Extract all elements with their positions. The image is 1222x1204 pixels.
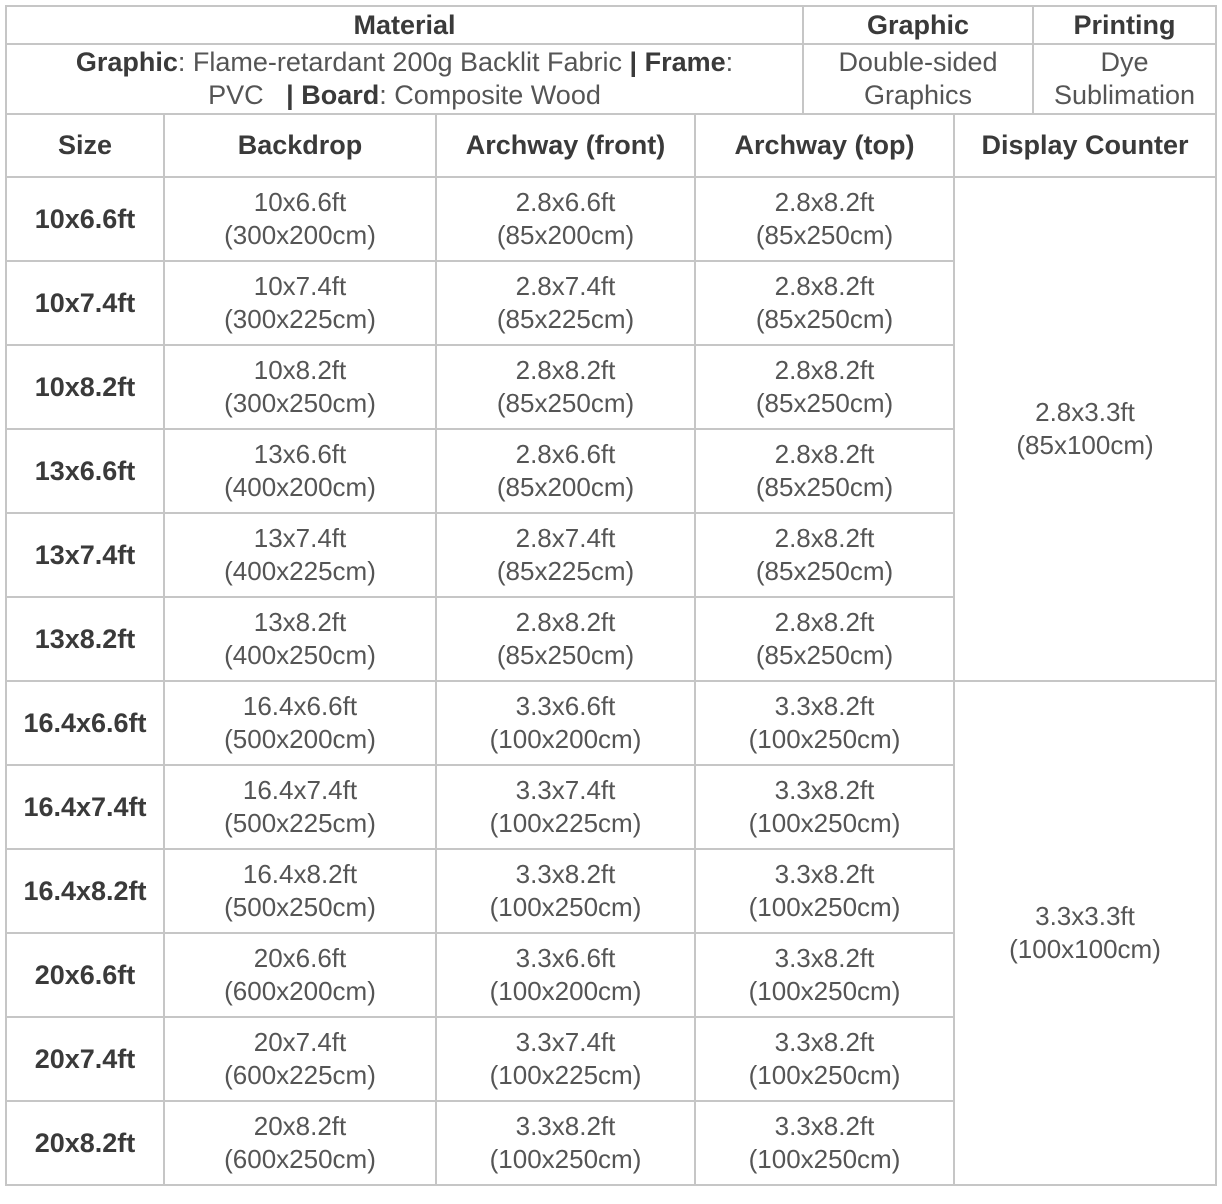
archway-front-cell-line-1: 2.8x7.4ft bbox=[515, 271, 616, 301]
archway-front-cell bbox=[436, 1101, 695, 1185]
archway-front-cell-line-1: 3.3x8.2ft bbox=[515, 1111, 616, 1141]
archway-front-cell-line-1: 2.8x7.4ft bbox=[515, 523, 616, 553]
column-header-backdrop: Backdrop bbox=[164, 114, 436, 177]
archway-front-cell-line-2: (100x225cm) bbox=[489, 1060, 642, 1090]
archway-top-cell-line-1: 3.3x8.2ft bbox=[774, 859, 875, 889]
archway-top-cell-line-1: 3.3x8.2ft bbox=[774, 775, 875, 805]
material-title: Material bbox=[6, 6, 803, 44]
backdrop-cell bbox=[164, 429, 436, 513]
archway-front-cell bbox=[436, 681, 695, 765]
board-material-label: | Board bbox=[286, 80, 380, 110]
material-summary-table bbox=[5, 5, 1217, 115]
archway-top-cell bbox=[695, 849, 954, 933]
archway-top-cell-line-1: 2.8x8.2ft bbox=[774, 355, 875, 385]
graphic-material-label: Graphic bbox=[75, 47, 178, 77]
material-line-2 bbox=[7, 79, 802, 112]
backdrop-cell bbox=[164, 345, 436, 429]
archway-front-cell bbox=[436, 1017, 695, 1101]
backdrop-cell-line-1: 10x6.6ft bbox=[253, 187, 347, 217]
archway-top-cell-line-2: (85x250cm) bbox=[755, 220, 894, 250]
backdrop-cell-line-2: (400x200cm) bbox=[224, 472, 376, 502]
archway-top-cell bbox=[695, 513, 954, 597]
archway-top-cell bbox=[695, 933, 954, 1017]
display-counter-line-1: 3.3x3.3ft bbox=[1035, 901, 1135, 931]
archway-top-cell-line-2: (85x250cm) bbox=[755, 388, 894, 418]
backdrop-cell-line-2: (600x250cm) bbox=[224, 1144, 376, 1174]
archway-front-cell-line-2: (100x200cm) bbox=[489, 976, 642, 1006]
display-counter-line-2: (100x100cm) bbox=[1009, 934, 1161, 964]
backdrop-cell-line-2: (300x250cm) bbox=[224, 388, 376, 418]
backdrop-cell bbox=[164, 681, 436, 765]
column-header-display-counter: Display Counter bbox=[954, 114, 1216, 177]
archway-front-cell-line-1: 3.3x6.6ft bbox=[515, 943, 616, 973]
archway-top-cell-line-1: 3.3x8.2ft bbox=[774, 1111, 875, 1141]
printing-title: Printing bbox=[1033, 6, 1216, 44]
archway-top-cell bbox=[695, 345, 954, 429]
backdrop-cell bbox=[164, 849, 436, 933]
archway-front-cell bbox=[436, 933, 695, 1017]
archway-top-cell-line-1: 2.8x8.2ft bbox=[774, 607, 875, 637]
archway-top-cell-line-2: (85x250cm) bbox=[755, 640, 894, 670]
archway-front-cell bbox=[436, 597, 695, 681]
archway-top-cell-line-2: (85x250cm) bbox=[755, 472, 894, 502]
backdrop-cell-line-1: 16.4x6.6ft bbox=[242, 691, 358, 721]
backdrop-cell-line-1: 20x7.4ft bbox=[253, 1027, 347, 1057]
graphic-value-line-1: Double-sided bbox=[838, 47, 998, 77]
display-counter-cell bbox=[954, 177, 1216, 681]
archway-top-cell-line-2: (100x250cm) bbox=[748, 976, 901, 1006]
size-cell: 16.4x6.6ft bbox=[6, 681, 164, 765]
archway-top-cell-line-2: (100x250cm) bbox=[748, 1144, 901, 1174]
archway-front-cell-line-1: 2.8x8.2ft bbox=[515, 355, 616, 385]
backdrop-cell-line-1: 16.4x8.2ft bbox=[242, 859, 358, 889]
backdrop-cell bbox=[164, 1101, 436, 1185]
archway-top-cell-line-2: (100x250cm) bbox=[748, 724, 901, 754]
archway-top-cell-line-2: (85x250cm) bbox=[755, 556, 894, 586]
archway-top-cell-line-1: 3.3x8.2ft bbox=[774, 1027, 875, 1057]
archway-top-cell-line-1: 2.8x8.2ft bbox=[774, 271, 875, 301]
archway-front-cell bbox=[436, 429, 695, 513]
backdrop-cell-line-1: 13x6.6ft bbox=[253, 439, 347, 469]
backdrop-cell-line-1: 20x8.2ft bbox=[253, 1111, 347, 1141]
archway-front-cell-line-2: (85x200cm) bbox=[496, 472, 635, 502]
archway-top-cell-line-1: 3.3x8.2ft bbox=[774, 943, 875, 973]
archway-front-cell bbox=[436, 177, 695, 261]
archway-front-cell bbox=[436, 849, 695, 933]
size-cell: 20x6.6ft bbox=[6, 933, 164, 1017]
summary-header-row bbox=[6, 6, 1216, 44]
archway-front-cell-line-1: 2.8x6.6ft bbox=[515, 187, 616, 217]
archway-top-cell-line-1: 2.8x8.2ft bbox=[774, 187, 875, 217]
archway-front-cell-line-1: 3.3x8.2ft bbox=[515, 859, 616, 889]
backdrop-cell-line-1: 10x7.4ft bbox=[253, 271, 347, 301]
archway-front-cell-line-2: (100x225cm) bbox=[489, 808, 642, 838]
archway-front-cell-line-2: (85x225cm) bbox=[496, 304, 635, 334]
archway-front-cell-line-1: 3.3x7.4ft bbox=[515, 1027, 616, 1057]
display-counter-cell bbox=[954, 681, 1216, 1185]
backdrop-cell-line-2: (300x200cm) bbox=[224, 220, 376, 250]
graphic-value bbox=[803, 44, 1033, 114]
archway-front-cell-line-1: 3.3x6.6ft bbox=[515, 691, 616, 721]
archway-top-cell bbox=[695, 1017, 954, 1101]
backdrop-cell bbox=[164, 765, 436, 849]
frame-material-value: PVC bbox=[208, 80, 264, 110]
backdrop-cell-line-1: 20x6.6ft bbox=[253, 943, 347, 973]
material-line-1 bbox=[7, 46, 802, 79]
display-counter-line-1: 2.8x3.3ft bbox=[1035, 397, 1135, 427]
backdrop-cell-line-2: (500x200cm) bbox=[224, 724, 376, 754]
backdrop-cell bbox=[164, 933, 436, 1017]
backdrop-cell-line-2: (300x225cm) bbox=[224, 304, 376, 334]
table-row bbox=[6, 177, 1216, 261]
size-cell: 13x6.6ft bbox=[6, 429, 164, 513]
archway-top-cell-line-2: (85x250cm) bbox=[755, 304, 894, 334]
summary-body-row bbox=[6, 44, 1216, 114]
archway-top-cell bbox=[695, 597, 954, 681]
archway-front-cell bbox=[436, 513, 695, 597]
backdrop-cell bbox=[164, 1017, 436, 1101]
table-row bbox=[6, 681, 1216, 765]
printing-value-line-2: Sublimation bbox=[1053, 80, 1196, 110]
graphic-title: Graphic bbox=[803, 6, 1033, 44]
frame-material-label: | Frame bbox=[629, 47, 726, 77]
size-cell: 10x7.4ft bbox=[6, 261, 164, 345]
printing-value bbox=[1033, 44, 1216, 114]
size-cell: 16.4x7.4ft bbox=[6, 765, 164, 849]
backdrop-cell-line-2: (500x250cm) bbox=[224, 892, 376, 922]
archway-top-cell bbox=[695, 765, 954, 849]
column-header-archway-top: Archway (top) bbox=[695, 114, 954, 177]
printing-value-line-1: Dye bbox=[1100, 47, 1149, 77]
backdrop-cell-line-2: (400x250cm) bbox=[224, 640, 376, 670]
size-cell: 20x8.2ft bbox=[6, 1101, 164, 1185]
archway-top-cell-line-2: (100x250cm) bbox=[748, 808, 901, 838]
size-spec-table bbox=[5, 113, 1217, 1186]
archway-top-cell-line-2: (100x250cm) bbox=[748, 892, 901, 922]
archway-front-cell-line-2: (100x250cm) bbox=[489, 892, 642, 922]
backdrop-cell bbox=[164, 597, 436, 681]
backdrop-cell-line-2: (400x225cm) bbox=[224, 556, 376, 586]
backdrop-cell-line-1: 10x8.2ft bbox=[253, 355, 347, 385]
backdrop-cell bbox=[164, 261, 436, 345]
archway-front-cell bbox=[436, 765, 695, 849]
archway-front-cell-line-2: (85x250cm) bbox=[496, 640, 635, 670]
backdrop-cell bbox=[164, 177, 436, 261]
archway-top-cell bbox=[695, 261, 954, 345]
archway-top-cell-line-1: 2.8x8.2ft bbox=[774, 439, 875, 469]
backdrop-cell-line-1: 13x8.2ft bbox=[253, 607, 347, 637]
archway-front-cell-line-2: (85x200cm) bbox=[496, 220, 635, 250]
backdrop-cell-line-2: (600x225cm) bbox=[224, 1060, 376, 1090]
backdrop-cell-line-2: (600x200cm) bbox=[224, 976, 376, 1006]
archway-front-cell-line-1: 2.8x8.2ft bbox=[515, 607, 616, 637]
size-cell: 13x7.4ft bbox=[6, 513, 164, 597]
frame-material-colon: : bbox=[725, 47, 734, 77]
backdrop-cell-line-1: 16.4x7.4ft bbox=[242, 775, 358, 805]
archway-front-cell bbox=[436, 345, 695, 429]
board-material-value: : Composite Wood bbox=[379, 80, 601, 110]
archway-top-cell-line-1: 2.8x8.2ft bbox=[774, 523, 875, 553]
archway-front-cell-line-2: (100x200cm) bbox=[489, 724, 642, 754]
backdrop-cell-line-2: (500x225cm) bbox=[224, 808, 376, 838]
backdrop-cell bbox=[164, 513, 436, 597]
archway-top-cell bbox=[695, 681, 954, 765]
archway-top-cell bbox=[695, 429, 954, 513]
column-header-size: Size bbox=[6, 114, 164, 177]
archway-top-cell bbox=[695, 177, 954, 261]
material-description bbox=[6, 44, 803, 114]
size-cell: 20x7.4ft bbox=[6, 1017, 164, 1101]
column-header-archway-front: Archway (front) bbox=[436, 114, 695, 177]
archway-front-cell-line-1: 2.8x6.6ft bbox=[515, 439, 616, 469]
size-cell: 10x6.6ft bbox=[6, 177, 164, 261]
column-header-row bbox=[6, 114, 1216, 177]
archway-front-cell-line-2: (85x250cm) bbox=[496, 388, 635, 418]
archway-top-cell-line-2: (100x250cm) bbox=[748, 1060, 901, 1090]
archway-top-cell bbox=[695, 1101, 954, 1185]
size-cell: 13x8.2ft bbox=[6, 597, 164, 681]
display-counter-line-2: (85x100cm) bbox=[1016, 430, 1154, 460]
archway-front-cell-line-2: (100x250cm) bbox=[489, 1144, 642, 1174]
archway-front-cell-line-1: 3.3x7.4ft bbox=[515, 775, 616, 805]
archway-top-cell-line-1: 3.3x8.2ft bbox=[774, 691, 875, 721]
graphic-material-value: : Flame-retardant 200g Backlit Fabric bbox=[177, 47, 630, 77]
archway-front-cell bbox=[436, 261, 695, 345]
archway-front-cell-line-2: (85x225cm) bbox=[496, 556, 635, 586]
size-cell: 16.4x8.2ft bbox=[6, 849, 164, 933]
graphic-value-line-2: Graphics bbox=[863, 80, 973, 110]
size-cell: 10x8.2ft bbox=[6, 345, 164, 429]
backdrop-cell-line-1: 13x7.4ft bbox=[253, 523, 347, 553]
